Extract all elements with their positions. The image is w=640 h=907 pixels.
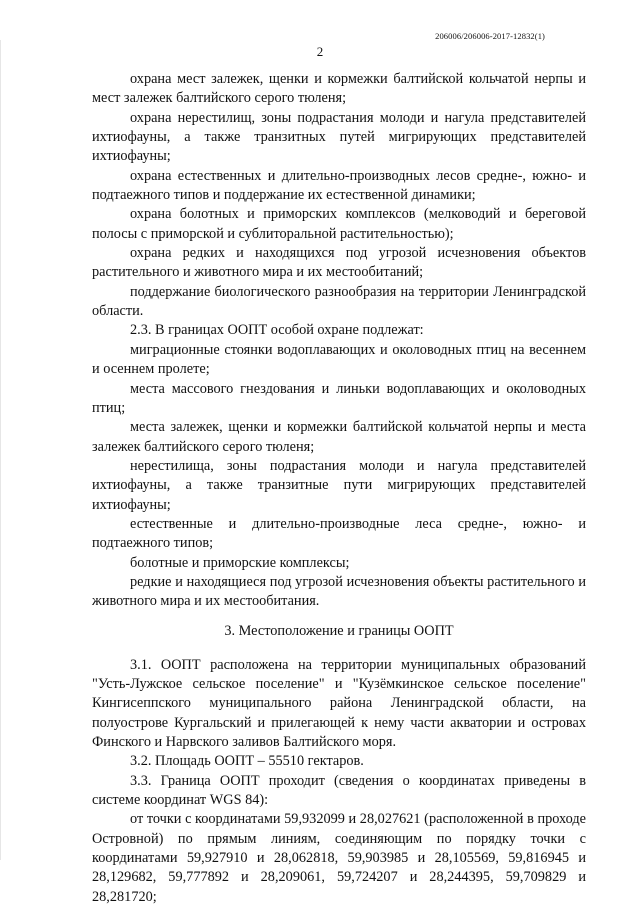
paragraph: поддержание биологического разнообразия на территории Ленинградской области.: [92, 283, 586, 320]
paragraph: миграционные стоянки водоплавающих и околоводных птиц на весеннем и осеннем пролете;: [92, 341, 586, 378]
page-number: 2: [316, 44, 324, 59]
paragraph: 3.2. Площадь ООПТ – 55510 гектаров.: [130, 753, 364, 770]
paragraph: естественные и длительно-производные леса средне-, южно- и подтаежного типов;: [92, 515, 586, 552]
paragraph: 3.3. Граница ООПТ проходит (сведения о координатах приведены в системе координат WGS 84):: [92, 772, 586, 809]
paragraph: охрана болотных и приморских комплексов (мелководий и береговой полосы с приморской и сублиторальной растительностью);: [92, 206, 586, 242]
paragraph: охрана редких и находящихся под угрозой исчезновения объектов растительного и животного мира и их местообитаний;: [92, 245, 586, 281]
scan-edge: [0, 40, 1, 860]
document-id: 206006/206006-2017-12832(1): [435, 31, 545, 41]
paragraph: 2.3. В границах ООПТ особой охране подлежат:: [130, 322, 424, 339]
paragraph: болотные и приморские комплексы;: [130, 554, 350, 571]
section-heading: 3. Местоположение и границы ООПТ: [224, 622, 454, 639]
paragraph: от точки с координатами 59,932099 и 28,027621 (расположенной в проходе Островной) по прямым линиям, соединяющим по порядку точки с координатами 59,927910 и 28,062818, 59,903985 и 28,105569, 59,816945 и 28,129682, 59,777892 и 28,209061, 59,724207 и 28,244395, 59,709829 и 28,281720;: [92, 811, 586, 905]
paragraph: места залежек, щенки и кормежки балтийской кольчатой нерпы и места залежек балтийского серого тюленя;: [92, 419, 586, 455]
paragraph: редкие и находящиеся под угрозой исчезновения объекты растительного и животного мира и их местообитания.: [92, 573, 586, 610]
paragraph: 3.1. ООПТ расположена на территории муниципальных образований "Усть-Лужское сельское поселение" и "Кузёмкинское сельское поселение" Кингисеппского муниципального района Ленинградской области, на полуострове Кургальский и прилегающей к нему части акватории и островах Финского и Нарвского заливов Балтийского моря.: [92, 656, 586, 750]
paragraph: нерестилища, зоны подрастания молоди и нагула представителей ихтиофауны, а также транзитные пути мигрирующих представителей ихтиофауны;: [92, 457, 586, 513]
paragraph: охрана мест залежек, щенки и кормежки балтийской кольчатой нерпы и мест залежек балтийского серого тюленя;: [92, 71, 586, 107]
paragraph: охрана естественных и длительно-производных лесов средне-, южно- и подтаежного типов и поддержание их естественной динамики;: [92, 167, 586, 204]
document-body: [92, 70, 586, 907]
paragraph: охрана нерестилищ, зоны подрастания молоди и нагула представителей ихтиофауны, а также транзитных путей мигрирующих представителей ихтиофауны;: [92, 109, 586, 165]
paragraph: места массового гнездования и линьки водоплавающих и околоводных птиц;: [92, 380, 586, 416]
